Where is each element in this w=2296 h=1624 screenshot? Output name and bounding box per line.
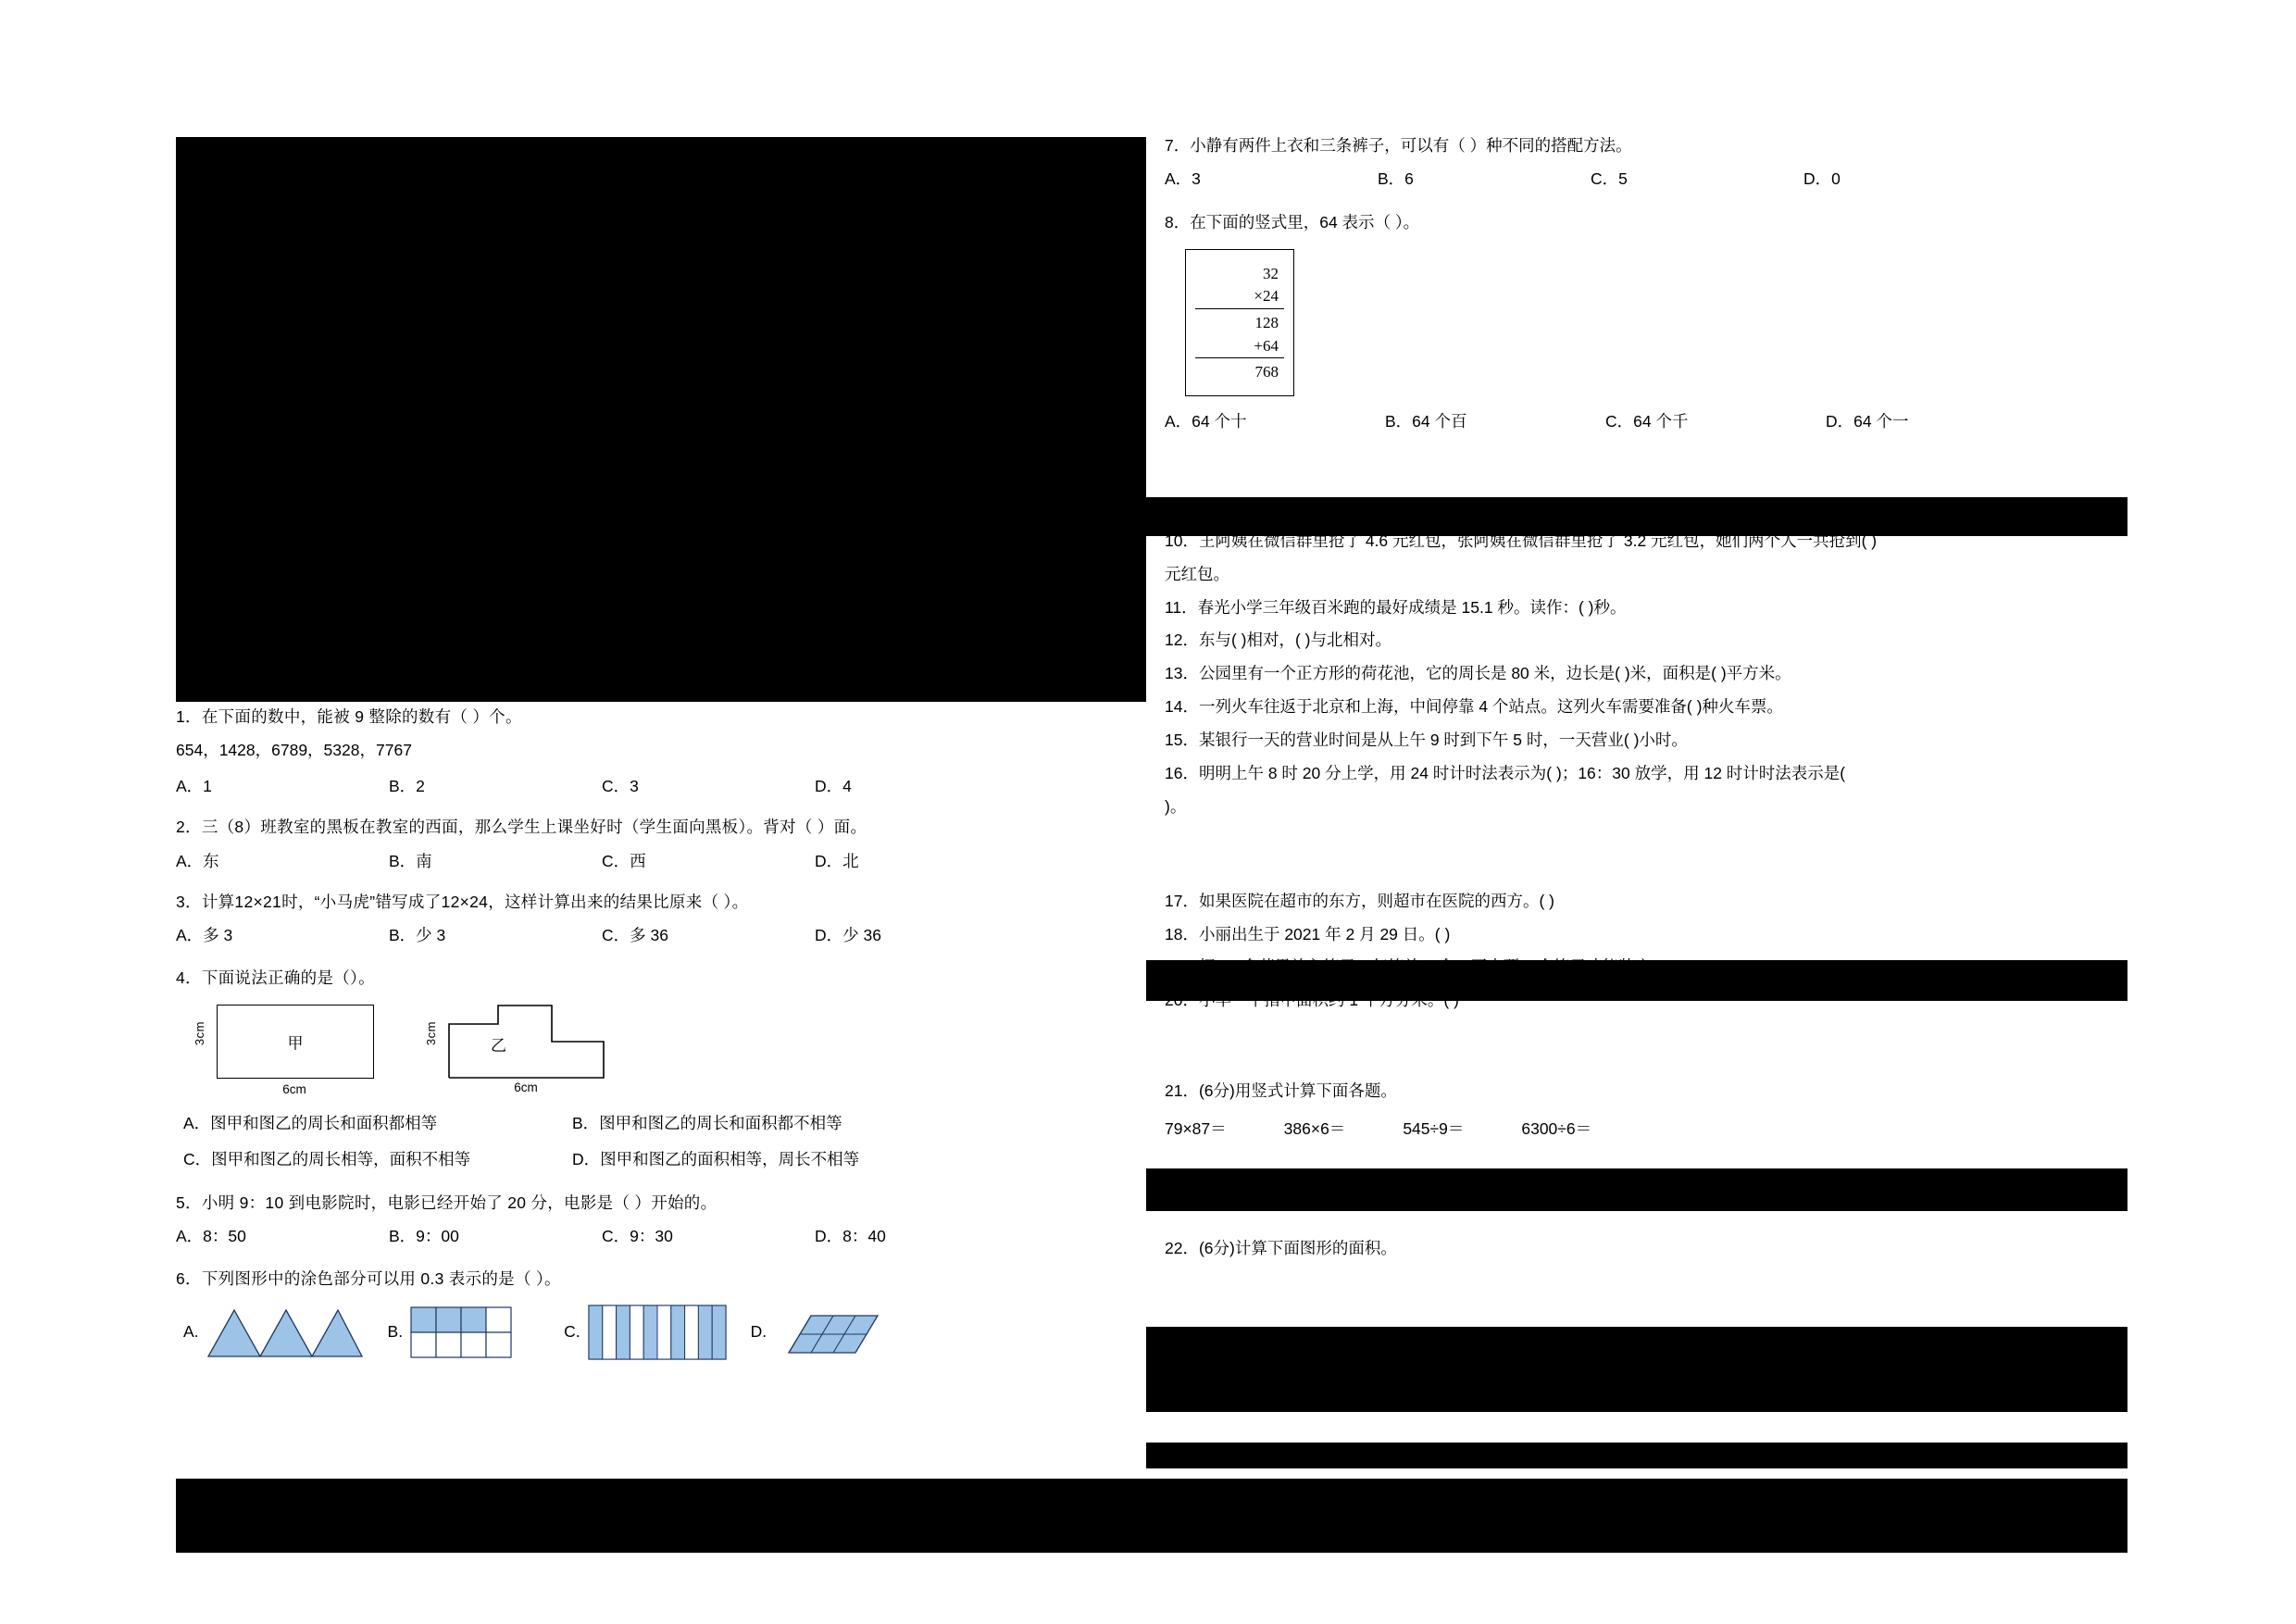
triangles-figure-icon (206, 1306, 364, 1358)
q4-option-c[interactable]: C．图甲和图乙的周长相等，面积不相等 (183, 1149, 471, 1168)
q4-option-d[interactable]: D．图甲和图乙的面积相等，周长不相等 (572, 1149, 860, 1168)
parallelograms-figure-icon (774, 1306, 885, 1358)
figure-jia-height-label: 3cm (193, 1021, 206, 1046)
question-1-options (176, 770, 1139, 803)
strips-figure-icon (588, 1305, 727, 1360)
question-5-options (176, 1220, 1139, 1253)
q2-option-a[interactable]: A．东 (176, 851, 219, 870)
figure-yi (424, 1005, 643, 1094)
q7-option-a[interactable]: A．3 (1165, 169, 1201, 188)
question-4-text: 4．下面说法正确的是（）。 (176, 968, 375, 987)
question-5-text: 5．小明 9：10 到电影院时，电影已经开始了 20 分，电影是（ ）开始的。 (176, 1193, 718, 1212)
question-16-line1: 16．明明上午 8 时 20 分上学，用 24 时计时法表示为( )；16：30 放学，用 12 时计时法表示是( (1165, 763, 1846, 782)
question-11: 11．春光小学三年级百米跑的最好成绩是 15.1 秒。读作：( )秒。 (1165, 597, 1627, 617)
grid-figure-icon (410, 1306, 540, 1358)
figure-jia-label: 甲 (287, 1034, 304, 1053)
question-8-options (1165, 406, 2128, 438)
q21-item-2: 386×6＝ (1283, 1119, 1346, 1139)
question-17: 17．如果医院在超市的东方，则超市在医院的西方。( ) (1165, 891, 1554, 910)
question-13: 13．公园里有一个正方形的荷花池，它的周长是 80 米，边长是( )米，面积是( )平方米。 (1165, 664, 1791, 683)
figure-jia-rect (217, 1005, 374, 1079)
q5-option-c[interactable]: C．9：30 (602, 1227, 673, 1246)
question-3-text: 3．计算12×21时，“小马虎”错写成了12×24，这样计算出来的结果比原来（ ）。 (176, 892, 749, 911)
q8-option-b[interactable]: B．64 个百 (1385, 411, 1467, 431)
q4-option-b[interactable]: B．图甲和图乙的周长和面积都不相等 (572, 1114, 842, 1132)
q3-option-a[interactable]: A．多 3 (176, 925, 233, 944)
q1-option-c[interactable]: C．3 (602, 777, 639, 796)
fill-in-blanks-section (1165, 492, 2128, 824)
figure-jia (193, 1005, 374, 1096)
question-8-text: 8．在下面的竖式里，64 表示（ ）。 (1165, 212, 1420, 231)
left-column (176, 702, 1139, 1480)
figure-yi-shape (448, 1005, 643, 1077)
question-10-line2: 元红包。 (1165, 564, 1229, 583)
q1-option-a[interactable]: A．1 (176, 777, 212, 796)
q8-option-d[interactable]: D．64 个一 (1826, 411, 1909, 431)
question-6-figures (183, 1305, 1139, 1360)
q7-option-b[interactable]: B．6 (1378, 169, 1414, 188)
vertical-multiplication-figure (1185, 249, 1294, 396)
q6-label-a: A. (183, 1322, 199, 1341)
redaction-block-top-left (176, 137, 1146, 702)
question-19: 19．把 75 个苹果放入箱子，每箱放 9 个，至少要 9 个箱子才能装完。( ) (1165, 957, 1683, 977)
question-20: 20．小华一个指甲面积约 1 平方分米。( ) (1165, 991, 1459, 1010)
q5-option-a[interactable]: A．8：50 (176, 1227, 246, 1246)
vmult-partial-1: 128 (1254, 314, 1279, 332)
q3-option-c[interactable]: C．多 36 (602, 925, 668, 944)
q3-option-d[interactable]: D．少 36 (815, 925, 881, 944)
question-6-text: 6．下列图形中的涂色部分可以用 0.3 表示的是（ ）。 (176, 1269, 561, 1289)
q8-option-a[interactable]: A．64 个十 (1165, 411, 1247, 431)
question-7-options (1165, 163, 2128, 195)
question-14: 14．一列火车往返于北京和上海，中间停靠 4 个站点。这列火车需要准备( )种火车票。 (1165, 697, 1783, 717)
vmult-partial-2: +64 (1195, 335, 1284, 359)
q21-item-3: 545÷9＝ (1403, 1119, 1465, 1139)
figure-yi-label: 乙 (491, 1037, 506, 1055)
q6-choice-a[interactable] (183, 1306, 364, 1358)
q6-label-d: D. (750, 1322, 767, 1341)
vmult-operand-b: ×24 (1195, 285, 1284, 309)
q3-option-b[interactable]: B．少 3 (389, 925, 446, 944)
q21-item-1: 79×87＝ (1165, 1119, 1227, 1139)
figure-yi-width-label: 6cm (514, 1081, 538, 1094)
q5-option-b[interactable]: B．9：00 (389, 1227, 459, 1246)
q2-option-d[interactable]: D．北 (815, 851, 859, 870)
q4-option-a[interactable]: A．图甲和图乙的周长和面积都相等 (183, 1114, 438, 1132)
vmult-sum: 768 (1254, 363, 1279, 381)
question-4-figures (193, 1005, 1139, 1096)
figure-jia-width-label: 6cm (282, 1082, 306, 1096)
q21-item-4: 6300÷6＝ (1521, 1119, 1592, 1139)
q1-option-d[interactable]: D．4 (815, 777, 852, 796)
question-12: 12．东与( )相对，( )与北相对。 (1165, 631, 1391, 650)
question-9: 9．32×24 的积是( )位数，最高位是( )位。 (1165, 497, 1466, 517)
question-18: 18．小丽出生于 2021 年 2 月 29 日。( ) (1165, 924, 1451, 943)
q7-option-d[interactable]: D．0 (1803, 169, 1841, 188)
right-column (1165, 130, 2128, 1537)
question-4-options (183, 1106, 1139, 1177)
question-2-text: 2．三（8）班教室的黑板在教室的西面，那么学生上课坐好时（学生面向黑板）。背对（ ）面。 (176, 818, 867, 837)
q5-option-d[interactable]: D．8：40 (815, 1227, 886, 1246)
q8-option-c[interactable]: C．64 个千 (1605, 411, 1689, 431)
question-21-items (1165, 1111, 2128, 1147)
q7-option-c[interactable]: C．5 (1591, 169, 1628, 188)
q6-choice-d[interactable] (751, 1306, 886, 1358)
judgement-section (1165, 885, 2128, 1018)
question-22-section (1165, 1232, 2128, 1265)
question-1-text: 1．在下面的数中，能被 9 整除的数有（ ）个。 (176, 707, 522, 726)
figure-yi-height-label: 3cm (424, 1021, 438, 1046)
question-16-line2: )。 (1165, 796, 1187, 816)
q6-label-c: C. (564, 1322, 580, 1341)
question-1-numbers: 654，1428，6789，5328，7767 (176, 741, 412, 760)
q2-option-b[interactable]: B．南 (389, 851, 432, 870)
q6-label-b: B. (387, 1322, 404, 1341)
q6-choice-b[interactable] (388, 1306, 541, 1358)
vmult-operand-a: 32 (1263, 264, 1279, 282)
question-21-title: 21．(6分)用竖式计算下面各题。 (1165, 1081, 1397, 1101)
question-3-options (176, 919, 1139, 952)
q2-option-c[interactable]: C．西 (602, 851, 646, 870)
q6-choice-c[interactable] (564, 1305, 727, 1360)
q1-option-b[interactable]: B．2 (389, 777, 425, 796)
question-22-title: 22．(6分)计算下面图形的面积。 (1165, 1238, 1397, 1257)
question-21-section (1165, 1075, 2128, 1147)
question-7-text: 7．小静有两件上衣和三条裤子，可以有（ ）种不同的搭配方法。 (1165, 136, 1632, 155)
question-10-line1: 10．王阿姨在微信群里抢了 4.6 元红包，张阿姨在微信群里抢了 3.2 元红包，她们两个人一共抢到( ) (1165, 531, 1878, 550)
question-2-options (176, 845, 1139, 878)
question-15: 15．某银行一天的营业时间是从上午 9 时到下午 5 时，一天营业( )小时。 (1165, 731, 1688, 750)
